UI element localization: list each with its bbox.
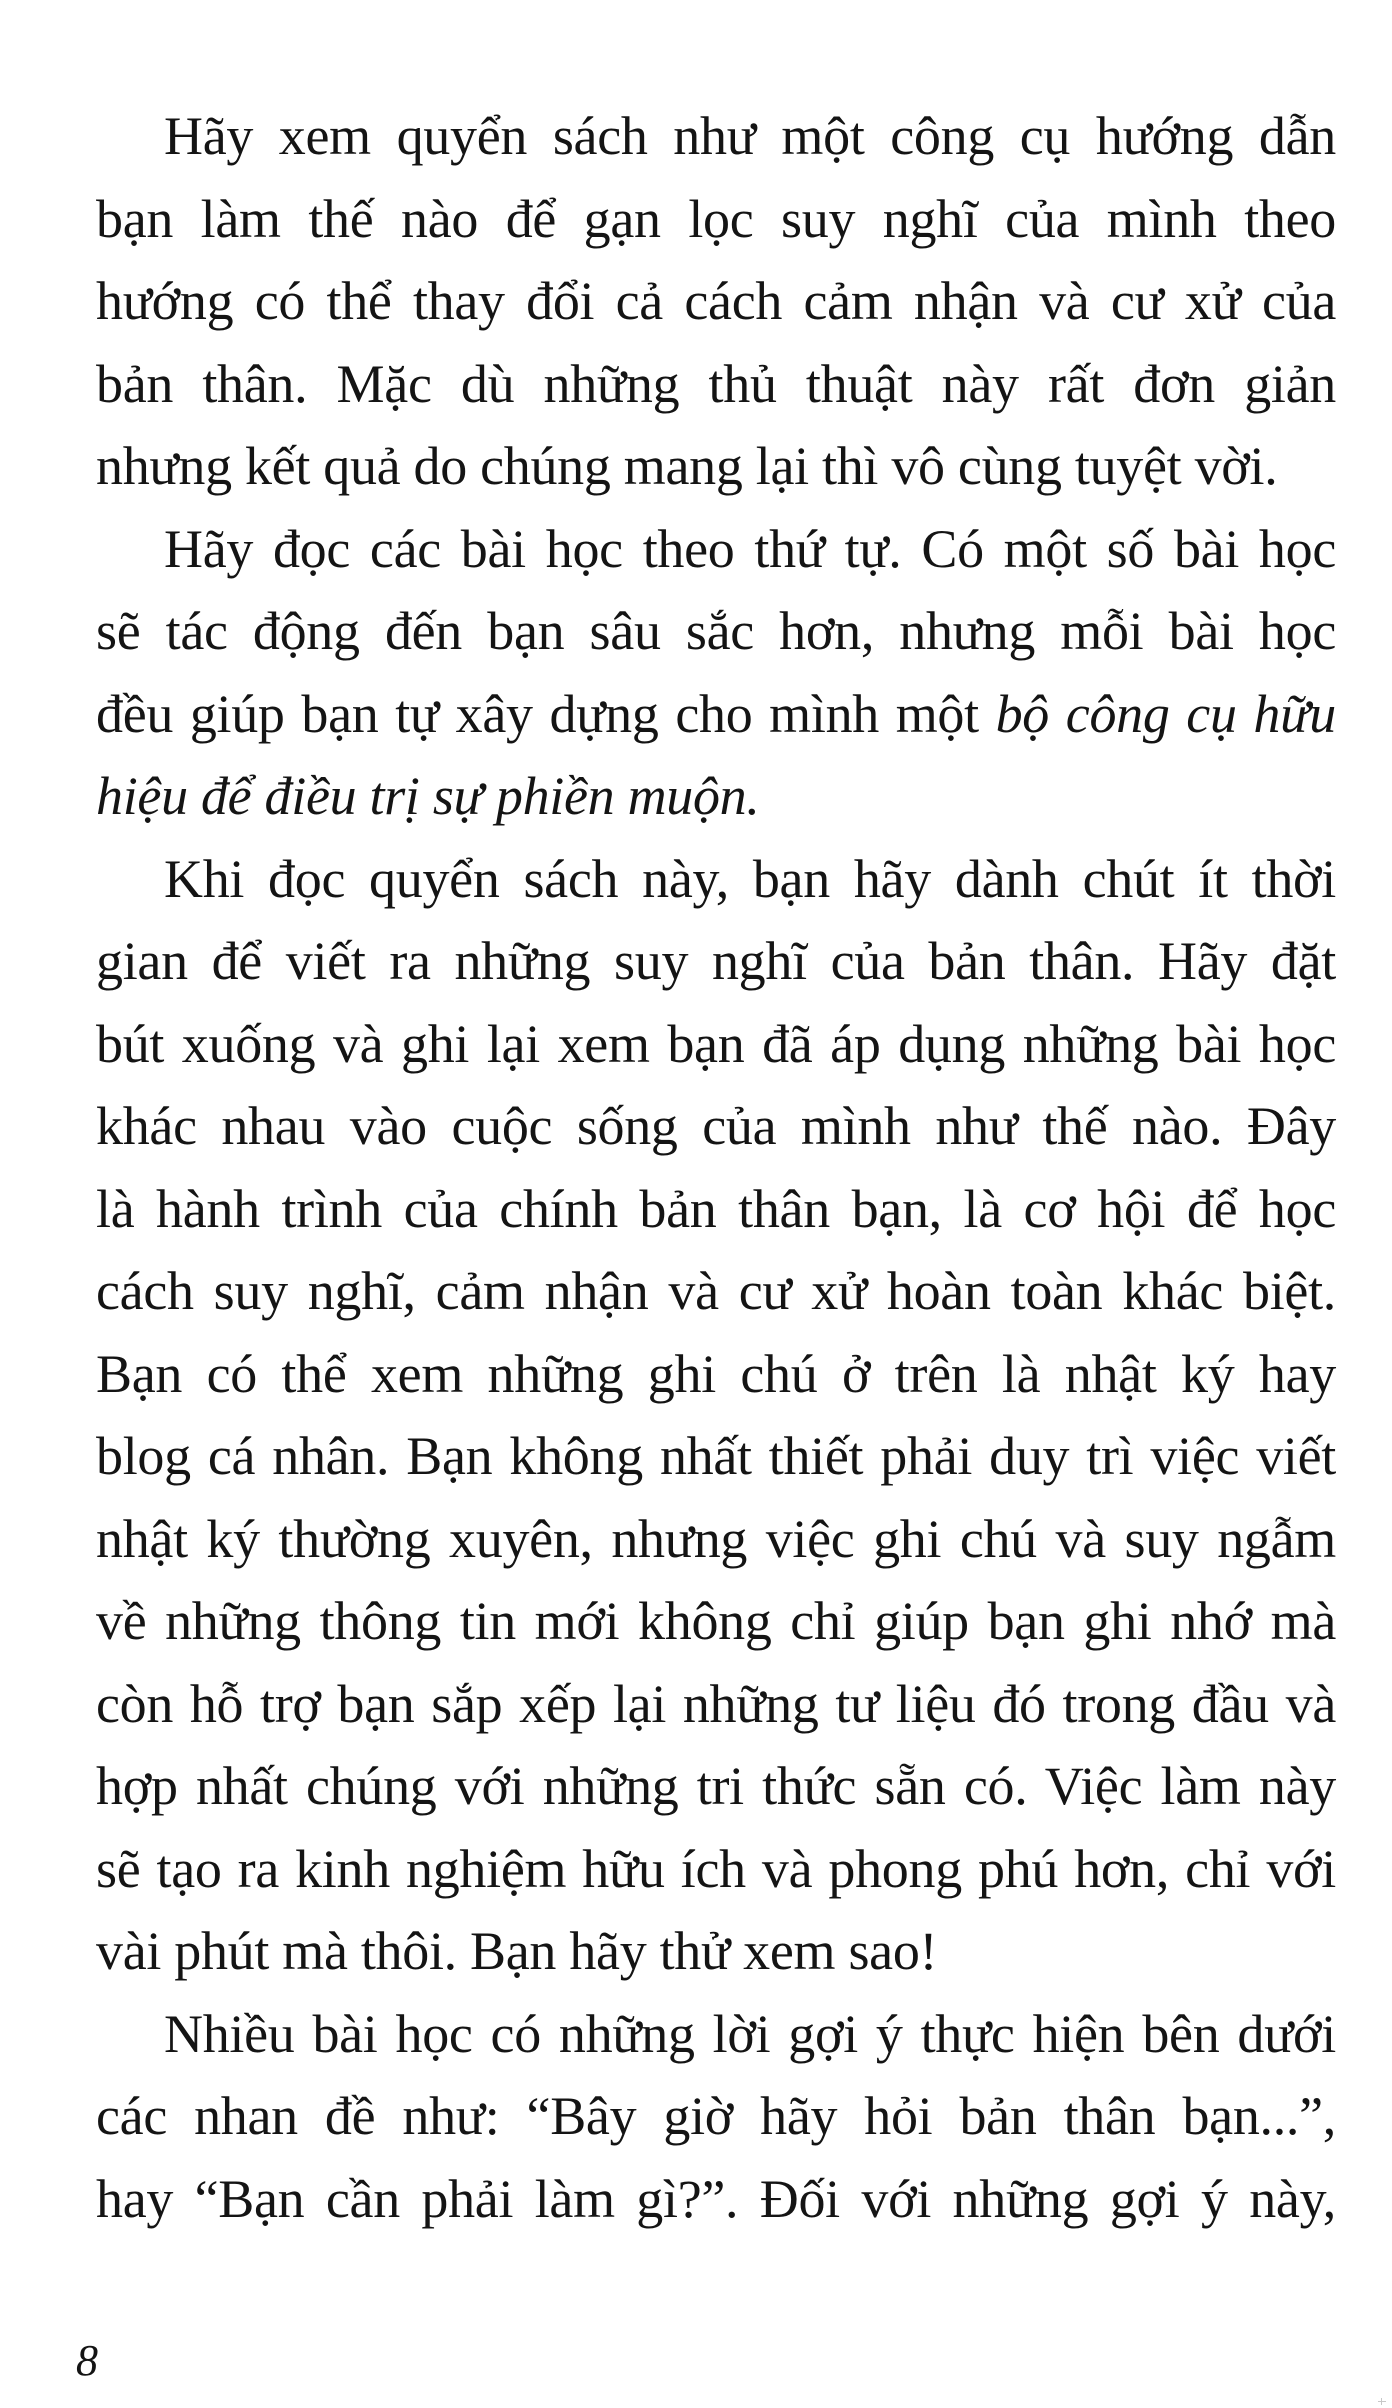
text-line	[96, 1910, 1336, 1993]
text-segment: Hãy đọc các bài học theo thứ tự. Có một số bài học	[164, 518, 1336, 579]
text-segment: bút xuống và ghi lại xem bạn đã áp dụng những bài học	[96, 1013, 1336, 1074]
text-line	[96, 1250, 1336, 1333]
text-line	[96, 838, 1336, 921]
text-line	[96, 1003, 1336, 1086]
text-line	[96, 1828, 1336, 1911]
text-line	[96, 95, 1336, 178]
text-line	[96, 1085, 1336, 1168]
text-line	[96, 1333, 1336, 1416]
text-segment: vài phút mà thôi. Bạn hãy thử xem sao!	[96, 1921, 938, 1981]
text-line	[96, 1745, 1336, 1828]
text-segment: còn hỗ trợ bạn sắp xếp lại những tư liệu đó trong đầu và	[96, 1673, 1336, 1734]
paragraph-2	[96, 508, 1336, 838]
text-line	[96, 673, 1336, 756]
text-line	[96, 590, 1336, 673]
text-segment: nhưng kết quả do chúng mang lại thì vô cùng tuyệt vời.	[96, 436, 1278, 496]
text-segment: hay “Bạn cần phải làm gì?”. Đối với những gợi ý này,	[96, 2168, 1336, 2229]
emphasis-text: bộ công cụ hữu	[995, 683, 1336, 744]
text-line	[96, 178, 1336, 261]
text-segment: Hãy xem quyển sách như một công cụ hướng dẫn	[164, 106, 1336, 166]
page-number: 8	[76, 2336, 98, 2385]
text-segment: cách suy nghĩ, cảm nhận và cư xử hoàn toàn khác biệt.	[96, 1261, 1336, 1321]
scan-artifact-mark	[1378, 2401, 1386, 2402]
text-line	[96, 920, 1336, 1003]
text-line	[96, 1168, 1336, 1251]
text-segment: sẽ tác động đến bạn sâu sắc hơn, nhưng mỗi bài học	[96, 601, 1336, 661]
text-segment: các nhan đề như: “Bây giờ hãy hỏi bản thân bạn...”,	[96, 2086, 1336, 2146]
text-segment: hướng có thể thay đổi cả cách cảm nhận và cư xử của	[96, 271, 1336, 331]
text-line	[96, 1498, 1336, 1581]
text-line	[96, 1663, 1336, 1746]
text-line	[96, 1415, 1336, 1498]
text-line	[96, 1580, 1336, 1663]
text-segment: Bạn có thể xem những ghi chú ở trên là nhật ký hay	[96, 1343, 1336, 1404]
text-segment: sẽ tạo ra kinh nghiệm hữu ích và phong phú hơn, chỉ với	[96, 1838, 1336, 1899]
text-segment: về những thông tin mới không chỉ giúp bạn ghi nhớ mà	[96, 1591, 1336, 1651]
body-text	[96, 95, 1336, 2240]
text-segment: blog cá nhân. Bạn không nhất thiết phải duy trì việc viết	[96, 1426, 1336, 1486]
paragraph-1	[96, 95, 1336, 508]
text-line	[96, 260, 1336, 343]
paragraph-3	[96, 838, 1336, 1993]
text-segment: đều giúp bạn tự xây dựng cho mình một	[96, 683, 996, 744]
text-segment: khác nhau vào cuộc sống của mình như thế nào. Đây	[96, 1096, 1336, 1156]
text-segment: Khi đọc quyển sách này, bạn hãy dành chút ít thời	[164, 848, 1336, 909]
text-segment: nhật ký thường xuyên, nhưng việc ghi chú và suy ngẫm	[96, 1508, 1336, 1569]
text-line	[96, 425, 1336, 508]
text-line	[96, 755, 1336, 838]
text-line	[96, 2158, 1336, 2241]
text-line	[96, 508, 1336, 591]
text-segment: hợp nhất chúng với những tri thức sẵn có. Việc làm này	[96, 1756, 1336, 1816]
text-segment: là hành trình của chính bản thân bạn, là cơ hội để học	[96, 1178, 1336, 1239]
text-segment: bản thân. Mặc dù những thủ thuật này rất đơn giản	[96, 353, 1336, 414]
text-line	[96, 343, 1336, 426]
emphasis-text: hiệu để điều trị sự phiền muộn.	[96, 766, 760, 826]
text-segment: bạn làm thế nào để gạn lọc suy nghĩ của mình theo	[96, 188, 1336, 249]
text-line	[96, 1993, 1336, 2076]
text-line	[96, 2075, 1336, 2158]
text-segment: Nhiều bài học có những lời gợi ý thực hiện bên dưới	[164, 2003, 1336, 2064]
paragraph-4	[96, 1993, 1336, 2241]
text-segment: gian để viết ra những suy nghĩ của bản thân. Hãy đặt	[96, 931, 1336, 991]
